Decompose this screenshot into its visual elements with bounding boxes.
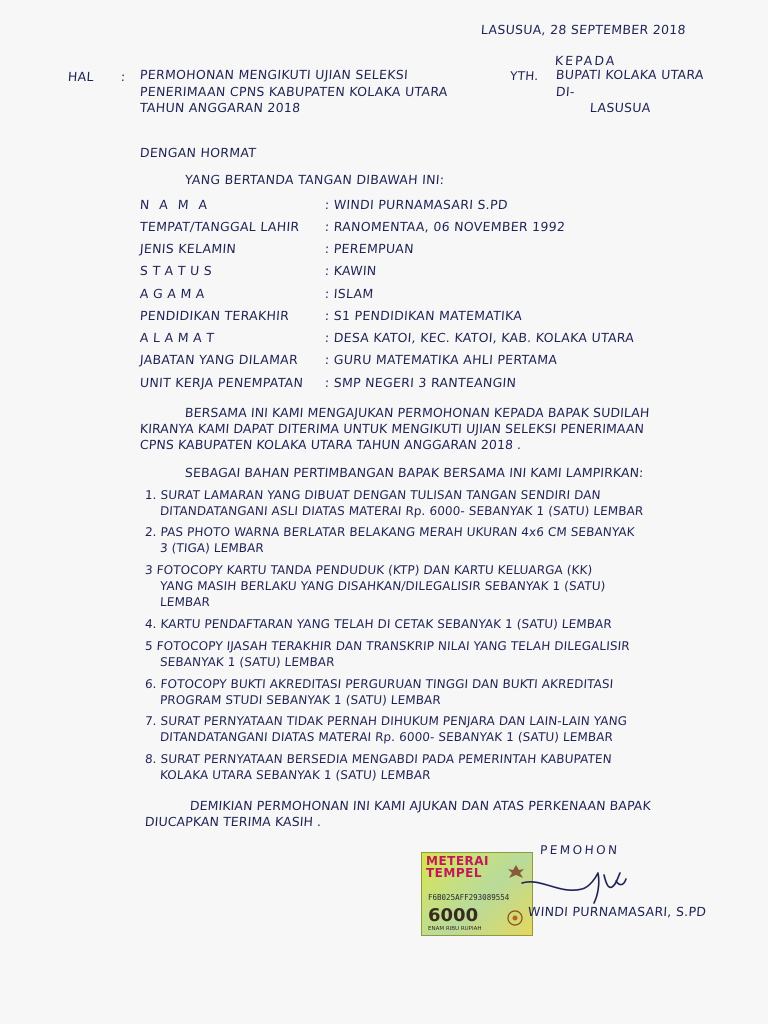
attachment-line: 8. SURAT PERNYATAAN BERSEDIA MENGABDI PADA PEMERINTAH KABUPATEN (144, 752, 613, 766)
attachment-line: LEMBAR (159, 595, 211, 609)
place-date: LASUSUA, 28 SEPTEMBER 2018 (480, 22, 687, 37)
paragraph-line-3: CPNS KABUPATEN KOLAKA UTARA TAHUN ANGGARAN 2018 . (139, 437, 522, 452)
closing-line-2: DIUCAPKAN TERIMA KASIH . (144, 814, 322, 829)
meterai-stamp (421, 852, 533, 936)
stamp-value: 6000 (428, 905, 479, 926)
recipient-name: BUPATI KOLAKA UTARA (555, 67, 705, 82)
attachment-line: 4. KARTU PENDAFTARAN YANG TELAH DI CETAK SEBANYAK 1 (SATU) LEMBAR (144, 617, 613, 631)
field-value: : WINDI PURNAMASARI S.PD (324, 197, 509, 212)
closing-line-1: DEMIKIAN PERMOHONAN INI KAMI AJUKAN DAN ATAS PERKENAAN BAPAK (189, 798, 652, 813)
field-label: PENDIDIKAN TERAKHIR (139, 308, 290, 323)
kepada-label: KEPADA (554, 53, 617, 68)
stamp-title: METERAI TEMPEL (426, 854, 490, 880)
paragraph-line-2: KIRANYA KAMI DAPAT DITERIMA UNTUK MENGIKUTI UJIAN SELEKSI PENERIMAAN (139, 421, 645, 436)
field-value: : S1 PENDIDIKAN MATEMATIKA (324, 308, 523, 323)
field-label: A L A M A T (139, 330, 215, 345)
field-value: : SMP NEGERI 3 RANTEANGIN (324, 375, 517, 390)
stamp-value-text: ENAM RIBU RUPIAH (428, 926, 482, 932)
attachment-line: YANG MASIH BERLAKU YANG DISAHKAN/DILEGALISIR SEBANYAK 1 (SATU) (159, 579, 606, 593)
field-label: TEMPAT/TANGGAL LAHIR (139, 219, 301, 234)
flower-emblem-icon (506, 909, 524, 927)
signature-title: PEMOHON (539, 843, 621, 857)
recipient-di: DI- (555, 84, 576, 99)
stamp-serial: F6B025AFF293089554 (428, 893, 510, 902)
attachment-line: 6. FOTOCOPY BUKTI AKREDITASI PERGURUAN TINGGI DAN BUKTI AKREDITASI (144, 677, 614, 691)
field-value: : ISLAM (324, 286, 375, 301)
attachment-line: 7. SURAT PERNYATAAN TIDAK PERNAH DIHUKUM PENJARA DAN LAIN-LAIN YANG (144, 714, 628, 728)
hal-colon: : (120, 69, 127, 84)
field-label: S T A T U S (139, 263, 213, 278)
field-value: : KAWIN (324, 263, 378, 278)
attachment-line: DITANDATANGANI DIATAS MATERAI Rp. 6000- SEBANYAK 1 (SATU) LEMBAR (159, 730, 614, 744)
field-label: JABATAN YANG DILAMAR (139, 352, 299, 367)
recipient-city: LASUSUA (589, 100, 652, 115)
attachment-line: 5 FOTOCOPY IJASAH TERAKHIR DAN TRANSKRIP NILAI YANG TELAH DILEGALISIR (144, 639, 631, 653)
greeting: DENGAN HORMAT (139, 145, 257, 160)
field-label: JENIS KELAMIN (139, 241, 237, 256)
field-label: N A M A (139, 197, 211, 212)
subject-line-3: TAHUN ANGGARAN 2018 (139, 100, 302, 115)
attachment-line: PROGRAM STUDI SEBANYAK 1 (SATU) LEMBAR (159, 693, 442, 707)
intro-line: YANG BERTANDA TANGAN DIBAWAH INI: (184, 172, 445, 187)
attachment-line: 3 FOTOCOPY KARTU TANDA PENDUDUK (KTP) DAN KARTU KELUARGA (KK) (144, 563, 593, 577)
field-value: : RANOMENTAA, 06 NOVEMBER 1992 (324, 219, 566, 234)
subject-line-2: PENERIMAAN CPNS KABUPATEN KOLAKA UTARA (139, 84, 449, 99)
attachments-intro: SEBAGAI BAHAN PERTIMBANGAN BAPAK BERSAMA INI KAMI LAMPIRKAN: (184, 465, 644, 480)
field-label: UNIT KERJA PENEMPATAN (139, 375, 304, 390)
hal-label: HAL (67, 69, 95, 84)
attachment-line: 3 (TIGA) LEMBAR (159, 541, 265, 555)
attachment-line: SEBANYAK 1 (SATU) LEMBAR (159, 655, 336, 669)
attachment-line: 2. PAS PHOTO WARNA BERLATAR BELAKANG MERAH UKURAN 4x6 CM SEBANYAK (144, 525, 636, 539)
attachment-line: 1. SURAT LAMARAN YANG DIBUAT DENGAN TULISAN TANGAN SENDIRI DAN (144, 488, 602, 502)
field-value: : PEREMPUAN (324, 241, 415, 256)
attachment-line: KOLAKA UTARA SEBANYAK 1 (SATU) LEMBAR (159, 768, 432, 782)
field-label: A G A M A (139, 286, 206, 301)
yth-label: YTH. (509, 69, 539, 83)
subject-line-1: PERMOHONAN MENGIKUTI UJIAN SELEKSI (139, 67, 409, 82)
attachment-line: DITANDATANGANI ASLI DIATAS MATERAI Rp. 6000- SEBANYAK 1 (SATU) LEMBAR (159, 504, 644, 518)
signer-name: WINDI PURNAMASARI, S.PD (527, 904, 707, 919)
paragraph-line-1: BERSAMA INI KAMI MENGAJUKAN PERMOHONAN KEPADA BAPAK SUDILAH (184, 405, 650, 420)
field-value: : GURU MATEMATIKA AHLI PERTAMA (324, 352, 558, 367)
field-value: : DESA KATOI, KEC. KATOI, KAB. KOLAKA UTARA (324, 330, 635, 345)
